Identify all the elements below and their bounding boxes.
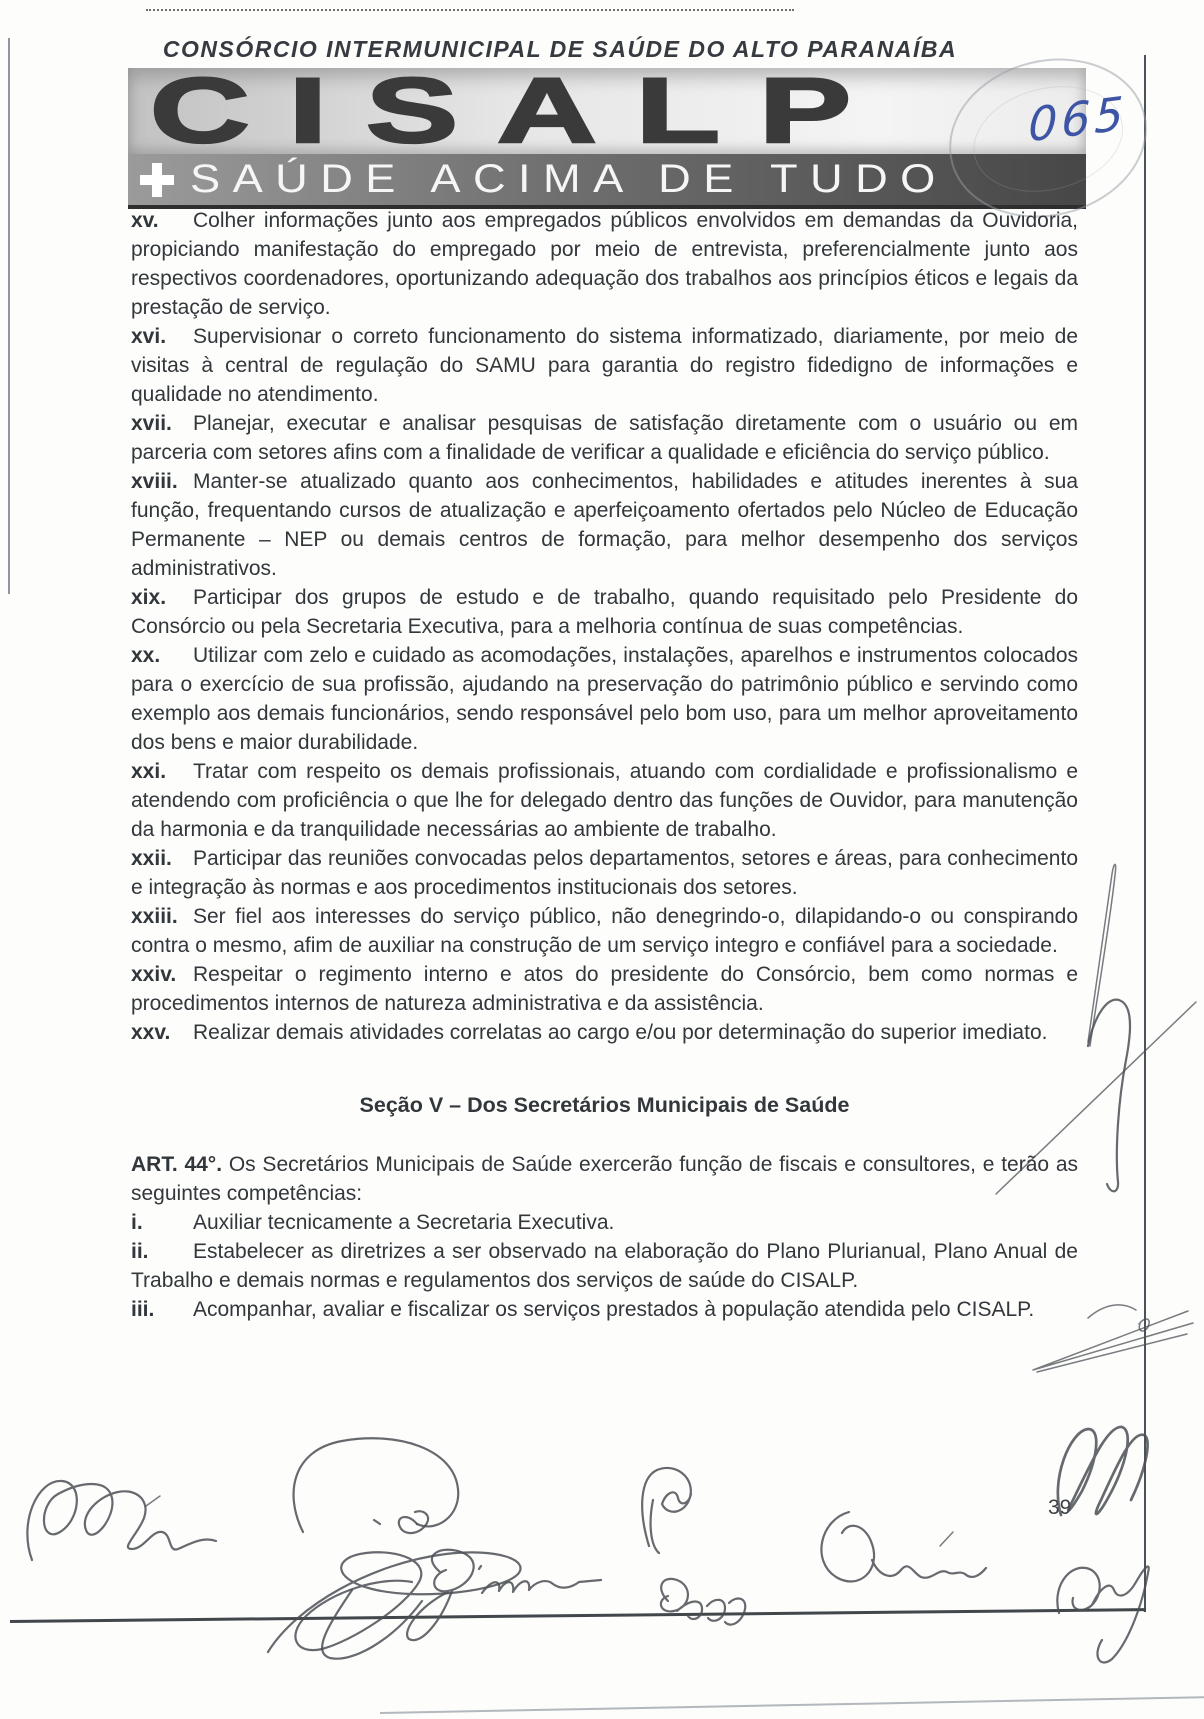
item-text: Supervisionar o correto funcionamento do sistema informatizado, diariamente, por meio de visitas à central de regulação do SAMU para garantia do registro fidedigno de informações e qualidade no atendimento. — [131, 325, 1078, 406]
health-cross-icon — [140, 163, 174, 197]
item-text: Participar dos grupos de estudo e de trabalho, quando requisitado pelo Presidente do Consórcio ou pela Secretaria Executiva, para a melhoria contínua de suas competências. — [131, 586, 1078, 638]
logo-tagline-band — [128, 154, 1086, 209]
signature-paulo — [268, 1552, 521, 1652]
item-numeral: xix. — [131, 586, 167, 609]
item-numeral: xvii. — [131, 412, 172, 435]
signature-oval-knot — [374, 1511, 428, 1533]
sub-item-iii — [131, 1295, 1078, 1324]
item-numeral: xxiii. — [131, 905, 178, 928]
signature-left — [27, 1481, 216, 1560]
item-text: Auxiliar tecnicamente a Secretaria Executiva. — [193, 1211, 615, 1234]
item-text: Acompanhar, avaliar e fiscalizar os serviços prestados à população atendida pelo CISALP. — [193, 1298, 1035, 1321]
item-numeral: xxii. — [131, 847, 172, 870]
item-numeral: ii. — [131, 1240, 149, 1263]
item-text: Colher informações junto aos empregados públicos envolvidos em demandas da Ouvidoria, propiciando manifestação do empregado por meio de entrevista, preferencialmente junto aos respectivos coordenadores, oportunizando adequação dos trabalhos aos princípios éticos e legais da prestação de serviço. — [131, 209, 1078, 319]
item-text: Realizar demais atividades correlatas ao cargo e/ou por determinação do superior imediato. — [193, 1021, 1048, 1044]
signature-right-h-loop — [1088, 1000, 1130, 1192]
item-numeral: xviii. — [131, 470, 178, 493]
signature-gima — [407, 1550, 601, 1640]
item-text: Ser fiel aos interesses do serviço público, não denegrindo-o, dilapidando-o ou conspirando contra o mesmo, afim de auxiliar na construção de um serviço integro e confiável para a sociedade. — [131, 905, 1078, 957]
cisalp-logo — [128, 68, 1086, 205]
signature-bup — [661, 1579, 745, 1625]
organization-name: CONSÓRCIO INTERMUNICIPAL DE SAÚDE DO ALTO PARANAÍBA — [162, 36, 958, 62]
scan-left-edge-line — [8, 38, 10, 594]
item-text: Estabelecer as diretrizes a ser observado na elaboração do Plano Plurianual, Plano Anual de Trabalho e demais normas e regulamentos dos serviços de saúde do CISALP. — [131, 1240, 1078, 1292]
item-numeral: xxi. — [131, 760, 167, 783]
scan-paper-edge-line — [380, 1696, 1204, 1714]
item-numeral: xxiv. — [131, 963, 177, 986]
article-44 — [131, 1150, 1078, 1208]
section-heading: Seção V – Dos Secretários Municipais de Saúde — [359, 1093, 850, 1117]
list-item-xxiii — [131, 902, 1078, 960]
signature-ru — [642, 1468, 691, 1553]
list-item-xxv — [131, 1018, 1078, 1047]
item-text: Manter-se atualizado quanto aos conhecimentos, habilidades e atitudes inerentes à sua função, frequentando cursos de atualização e aperfeiçoamento ofertados pelo Núcleo de Educação Permanente – NEP ou demais centros de formação, para melhor desempenho dos serviços administrativos. — [131, 470, 1078, 580]
list-item-xix — [131, 583, 1078, 641]
pen-stroke-arc — [1088, 1305, 1149, 1331]
logo-tagline: SAÚDE ACIMA DE TUDO — [190, 157, 948, 201]
signature-oval-loop — [294, 1438, 459, 1532]
list-item-xxi — [131, 757, 1078, 844]
page-right-border-line — [1144, 55, 1146, 1612]
signature-bottom-right — [1057, 1566, 1148, 1662]
item-numeral: xxv. — [131, 1021, 171, 1044]
article-label: ART. 44°. — [131, 1153, 223, 1176]
scan-top-dotted-line — [146, 9, 794, 11]
signature-oliveira-accent — [940, 1532, 953, 1546]
article-text: Os Secretários Municipais de Saúde exercerão função de fiscais e consultores, e terão as seguintes competências: — [131, 1153, 1079, 1205]
item-text: Respeitar o regimento interno e atos do presidente do Consórcio, bem como normas e procedimentos internos de natureza administrativa e da assistência. — [131, 963, 1078, 1015]
page-bottom-border-line — [10, 1608, 1146, 1623]
logo-top-section — [128, 68, 1086, 154]
sub-item-ii — [131, 1237, 1078, 1295]
item-text: Tratar com respeito os demais profissionais, atuando com cordialidade e profissionalismo e atendendo com proficiência o que lhe for delegado dentro das funções de Ouvidor, para manutenção da harmonia e da tranquilidade necessárias ao ambiente de trabalho. — [131, 760, 1078, 841]
list-item-xv — [131, 206, 1078, 322]
list-item-xvi — [131, 322, 1078, 409]
item-text: Participar das reuniões convocadas pelos departamentos, setores e áreas, para conhecimento e integração às normas e aos procedimentos institucionais dos setores. — [131, 847, 1078, 899]
logo-wordmark: CISALP — [150, 68, 891, 154]
signature-right-tall-stroke — [1088, 864, 1116, 1046]
page-number: 39 — [1048, 1496, 1072, 1519]
item-numeral: i. — [131, 1211, 143, 1234]
list-item-xx — [131, 641, 1078, 757]
list-item-xvii — [131, 409, 1078, 467]
item-numeral: iii. — [131, 1298, 155, 1321]
signature-oliveira — [821, 1512, 986, 1581]
list-item-xxii — [131, 844, 1078, 902]
item-numeral: xx. — [131, 644, 161, 667]
list-item-xxiv — [131, 960, 1078, 1018]
item-numeral: xv. — [131, 209, 159, 232]
item-numeral: xvi. — [131, 325, 167, 348]
signature-left-tick — [146, 1496, 160, 1506]
list-item-xviii — [131, 467, 1078, 583]
item-text: Utilizar com zelo e cuidado as acomodações, instalações, aparelhos e instrumentos colocados para o exercício de sua profissão, ajudando na preservação do patrimônio público e servindo como exemplo aos demais funcionários, sendo responsável pelo bom uso, para um melhor aproveitamento dos bens e maior durabilidade. — [131, 644, 1078, 754]
document-body — [131, 206, 1078, 1324]
item-text: Planejar, executar e analisar pesquisas de satisfação diretamente com o usuário ou em parceria com setores afins com a finalidade de verificar a qualidade e eficiência do serviço público. — [131, 412, 1078, 464]
handwritten-folio-number: 065 — [1027, 85, 1128, 153]
signature-paulo-descender — [322, 1590, 422, 1659]
sub-item-i — [131, 1208, 1078, 1237]
